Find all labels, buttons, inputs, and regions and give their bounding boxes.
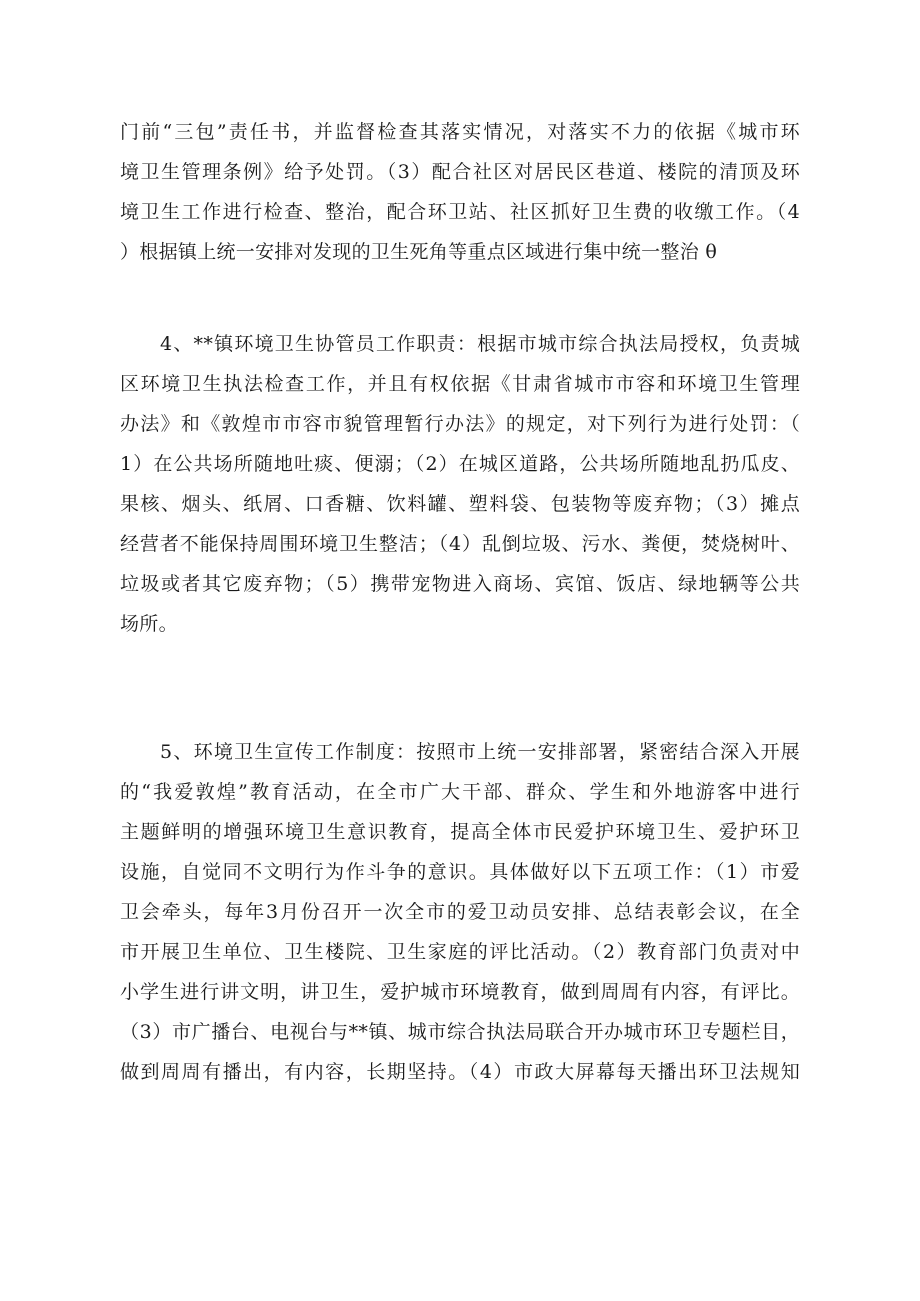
paragraph-line: 卫会牵头，每年3月份召开一次全市的爱卫动员安排、总结表彰会议，在全 <box>120 901 800 923</box>
paragraph-line: ）根据镇上统一安排对发现的卫生死角等重点区域进行集中统一整治 θ <box>120 241 718 263</box>
paragraph-line: 主题鲜明的增强环境卫生意识教育，提高全体市民爱护环境卫生、爱护环卫 <box>120 821 800 843</box>
paragraph-publicity-system <box>120 732 800 1092</box>
paragraph-line: 小学生进行讲文明，讲卫生，爱护城市环境教育，做到周周有内容，有评比。 <box>120 981 800 1003</box>
paragraph-sanbao-continuation <box>120 112 800 272</box>
paragraph-line: 5、环境卫生宣传工作制度：按照市上统一安排部署，紧密结合深入开展 <box>160 741 800 763</box>
paragraph-line: 境卫生管理条例》给予处罚。（3）配合社区对居民区巷道、楼院的清顶及环 <box>120 161 800 183</box>
paragraph-line: 市开展卫生单位、卫生楼院、卫生家庭的评比活动。（2）教育部门负责对中 <box>120 941 800 963</box>
paragraph-line: 设施，自觉同不文明行为作斗争的意识。具体做好以下五项工作：（1）市爱 <box>120 861 800 883</box>
paragraph-line: 区环境卫生执法检查工作，并且有权依据《甘肃省城市市容和环境卫生管理 <box>120 373 800 395</box>
paragraph-line: 做到周周有播出，有内容，长期坚持。（4）市政大屏幕每天播出环卫法规知 <box>120 1061 800 1083</box>
paragraph-line: 门前“三包”责任书，并监督检查其落实情况，对落实不力的依据《城市环 <box>120 121 800 143</box>
paragraph-line: 经营者不能保持周围环境卫生整洁；（4）乱倒垃圾、污水、粪便，焚烧树叶、 <box>120 533 800 555</box>
paragraph-line: 场所。 <box>120 613 178 635</box>
paragraph-coordinator-duties <box>120 324 800 644</box>
paragraph-line: 的“我爱敦煌”教育活动，在全市广大干部、群众、学生和外地游客中进行 <box>120 781 800 803</box>
paragraph-line: 4、**镇环境卫生协管员工作职责：根据市城市综合执法局授权，负责城 <box>160 333 800 355</box>
paragraph-line: 果核、烟头、纸屑、口香糖、饮料罐、塑料袋、包装物等废弃物；（3）摊点 <box>120 493 800 515</box>
paragraph-line: （3）市广播台、电视台与**镇、城市综合执法局联合开办城市环卫专题栏目， <box>120 1021 800 1043</box>
paragraph-line: 境卫生工作进行检查、整治，配合环卫站、社区抓好卫生费的收缴工作。（4 <box>120 201 800 223</box>
paragraph-line: 办法》和《敦煌市市容市貌管理暂行办法》的规定，对下列行为进行处罚：（ <box>120 413 800 435</box>
paragraph-line: 垃圾或者其它废弃物；（5）携带宠物进入商场、宾馆、饭店、绿地辆等公共 <box>120 573 800 595</box>
paragraph-line: 1）在公共场所随地吐痰、便溺；（2）在城区道路，公共场所随地乱扔瓜皮、 <box>120 453 800 475</box>
